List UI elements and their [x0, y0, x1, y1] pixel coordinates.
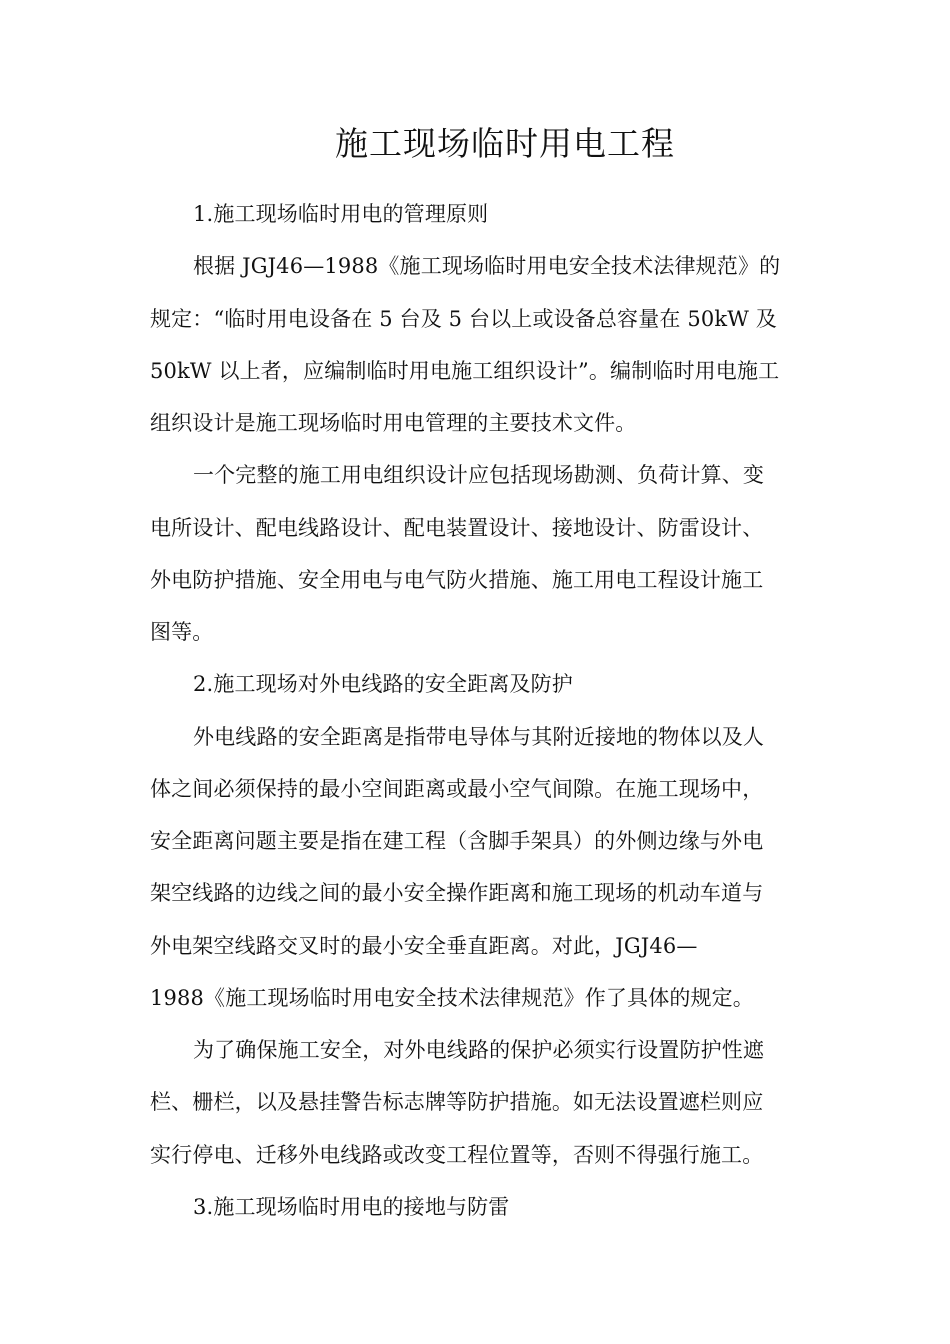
text-line: 实行停电、迁移外电线路或改变工程位置等，否则不得强行施工。 [150, 1142, 764, 1167]
text-line: 电所设计、配电线路设计、配电装置设计、接地设计、防雷设计、 [150, 515, 764, 540]
text-line: 外电防护措施、安全用电与电气防火措施、施工用电工程设计施工 [150, 567, 764, 592]
text-line: 图等。 [150, 620, 214, 644]
text-line: 1.施工现场临时用电的管理原则 [193, 202, 489, 226]
text-line: 3.施工现场临时用电的接地与防雷 [193, 1194, 510, 1219]
text-line: 为了确保施工安全，对外电线路的保护必须实行设置防护性遮 [193, 1038, 765, 1062]
text-line: 架空线路的边线之间的最小安全操作距离和施工现场的机动车道与 [150, 881, 764, 906]
text-line: 根据 JGJ46—1988《施工现场临时用电安全技术法律规范》的 [193, 254, 781, 279]
text-line: 外电架空线路交叉时的最小安全垂直距离。对此，JGJ46— [150, 933, 698, 958]
text-line: 体之间必须保持的最小空间距离或最小空气间隙。在施工现场中， [150, 776, 764, 801]
text-line: 栏、栅栏，以及悬挂警告标志牌等防护措施。如无法设置遮栏则应 [150, 1090, 764, 1115]
text-line: 1988《施工现场临时用电安全技术法律规范》作了具体的规定。 [150, 985, 754, 1010]
text-line: 2.施工现场对外电线路的安全距离及防护 [193, 672, 573, 697]
text-line: 外电线路的安全距离是指带电导体与其附近接地的物体以及人 [193, 724, 765, 749]
document-body [150, 188, 800, 1233]
document-title: 施工现场临时用电工程 [335, 124, 675, 163]
text-line: 一个完整的施工用电组织设计应包括现场勘测、负荷计算、变 [193, 463, 765, 488]
text-line: 规定：“临时用电设备在 5 台及 5 台以上或设备总容量在 50kW 及 [150, 306, 777, 331]
text-line: 50kW 以上者，应编制临时用电施工组织设计”。编制临时用电施工 [150, 358, 780, 383]
text-line: 组织设计是施工现场临时用电管理的主要技术文件。 [150, 411, 637, 435]
text-line: 安全距离问题主要是指在建工程（含脚手架具）的外侧边缘与外电 [150, 829, 764, 853]
